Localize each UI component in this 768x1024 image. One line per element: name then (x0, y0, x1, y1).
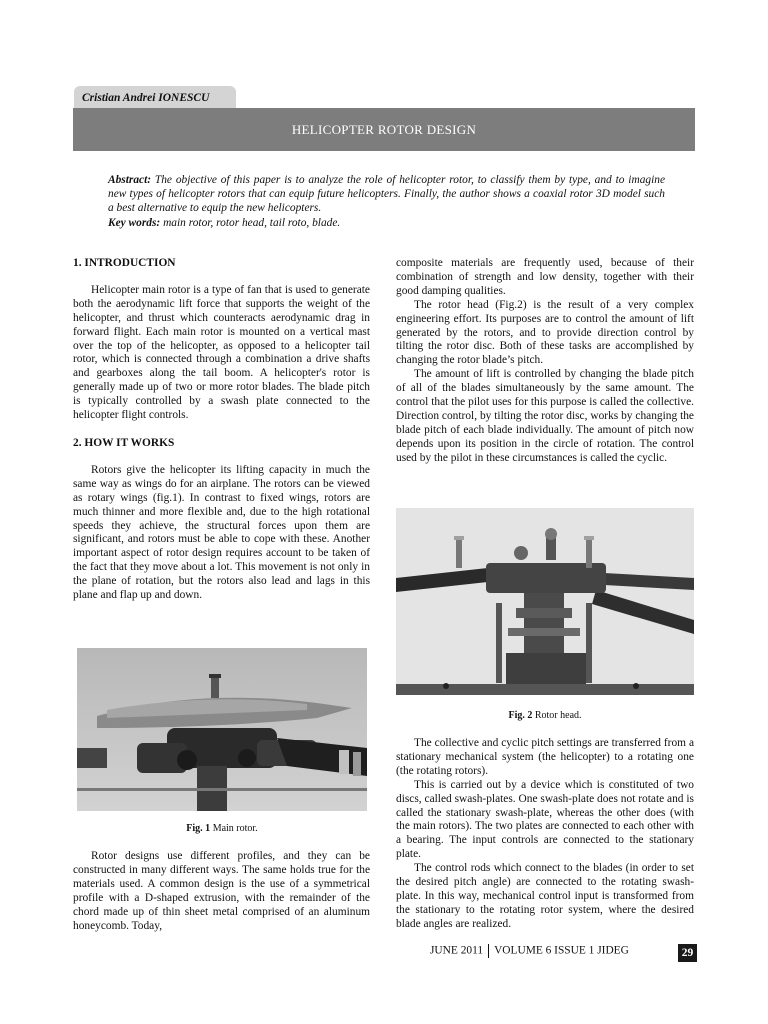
paper-title: HELICOPTER ROTOR DESIGN (73, 108, 695, 151)
abstract (108, 173, 665, 230)
footer-separator (488, 944, 489, 958)
paragraph-rotor-head: The rotor head (Fig.2) is the result of a very complex engineering effort. Its purposes are to control the amount of lift generated by the rotors, and to provide direction control by tilting the rotor disc. Both of these tasks are accomplished by changing the rotor blade’s pitch. (396, 298, 694, 367)
page-number: 29 (678, 944, 697, 962)
paragraph-rotor-designs: Rotor designs use different profiles, and they can be constructed in many different ways. The same holds true for the materials used. A common design is the use of a symmetrical profile with a D-shaped extrusion, with the remainder of the chord made up of thin sheet metal comprised of an aluminum honeycomb. Today, (73, 850, 370, 932)
right-column-bottom (396, 737, 694, 932)
left-column-top (73, 257, 370, 603)
left-column-bottom (73, 850, 370, 933)
footer (430, 944, 629, 958)
figure-2-caption-text: Rotor head. (532, 710, 582, 721)
paragraph-composite: composite materials are frequently used, because of their combination of strength and low density, together with their good damping qualities. (396, 257, 694, 297)
paragraph-control-rods: The control rods which connect to the blades (in order to set the desired pitch angle) are connected to the rotating swash-plate. In this way, mechanical control input is transformed from the stationary to the rotating rotor system, where the desired blade angles are realized. (396, 862, 694, 930)
author-tab: Cristian Andrei IONESCU (74, 86, 236, 108)
section-heading-introduction: 1. INTRODUCTION (73, 257, 176, 269)
footer-volume: VOLUME 6 ISSUE 1 JIDEG (494, 944, 629, 957)
footer-date: JUNE 2011 (430, 944, 484, 957)
paragraph-lift: The amount of lift is controlled by changing the blade pitch of all of the blades simultaneously by the same amount. The control that the pilot uses for this purpose is called the collective. Direction control, by tilting the rotor disc, works by changing the blade pitch of each blade individually. The amount of pitch now depends upon its position in the circle of rotation. The control used by the pilot in these circumstances is called the cyclic. (396, 368, 694, 464)
figure-2-label: Fig. 2 (508, 710, 533, 721)
paragraph-introduction: Helicopter main rotor is a type of fan that is used to generate both the aerodynamic lift force that supports the weight of the helicopter, and thrust which counteracts aerodynamic drag in forward flight. Each main rotor is mounted on a vertical mast over the top of the helicopter, as opposed to a helicopter tail rotor, which is connected through a combination a drive shafts and gearboxes along the tail boom. A helicopter's rotor is generally made up of two or more rotor blades. The blade pitch is typically controlled by a swash plate connected to the helicopter flight controls. (73, 283, 370, 422)
figure-1-caption (77, 823, 367, 834)
abstract-label: Abstract: (108, 174, 152, 186)
figure-1-caption-text: Main rotor. (210, 823, 258, 834)
keywords-text: main rotor, rotor head, tail roto, blade. (160, 216, 341, 229)
abstract-text: The objective of this paper is to analyze the role of helicopter rotor, to classify them by type, and to imagine new types of helicopter rotors that can equip future helicopters. Finally, the author shows a coaxial rotor 3D model such a best alternative to equip the new helicopters. (108, 174, 665, 215)
paragraph-swash-plates: This is carried out by a device which is constituted of two discs, called swash-plates. One swash-plate does not rotate and is called the stationary swash-plate, whereas the other does (with the main rotors). The two plates are connected to each other with a bearing. The input controls are connected to the stationary plate. (396, 778, 694, 861)
figure-1-label: Fig. 1 (186, 823, 211, 834)
figure-main-rotor-photo (77, 648, 367, 811)
paragraph-how-it-works: Rotors give the helicopter its lifting capacity in much the same way as wings do for an airplane. The rotors can be viewed as rotary wings (fig.1). In contrast to fixed wings, rotors are much thinner and more flexible and, due to the high rotational speeds they achieve, the structural forces upon them are significant, and rotors must be able to cope with these. Another important aspect of rotor design requires account to be taken of the fact that they move about a lot. This movement is not only in the plane of rotation, but the rotors also lead and lags in this plane and flap up and down. (73, 463, 370, 602)
right-column-top (396, 257, 694, 466)
figure-2-caption (396, 710, 694, 721)
figure-rotor-head-photo (396, 508, 694, 695)
section-heading-how-it-works: 2. HOW IT WORKS (73, 436, 175, 449)
keywords-label: Key words: (108, 216, 161, 229)
paragraph-settings-transfer: The collective and cyclic pitch settings are transferred from a stationary mechanical system (the helicopter) to a rotating one (the rotating rotors). (396, 737, 694, 777)
